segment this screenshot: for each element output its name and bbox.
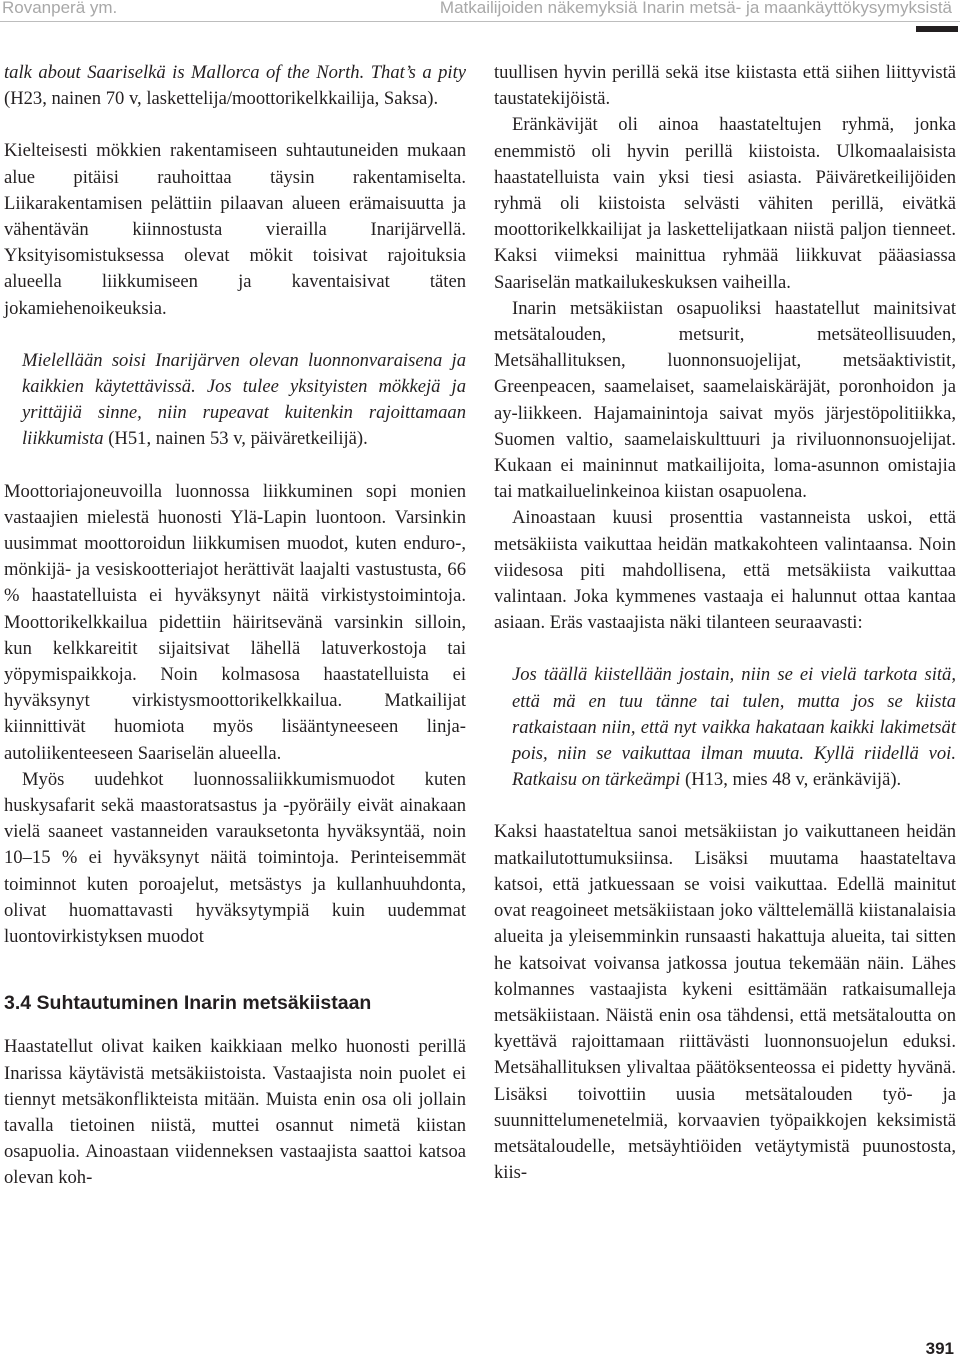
header-bar — [916, 26, 958, 32]
quote-text: talk about Saariselkä is Mallorca of the North. That’s a pity — [4, 62, 466, 83]
header-rule — [0, 21, 960, 22]
quote-attribution: (H13, mies 48 v, eränkävijä). — [680, 769, 902, 791]
section-heading: 3.4 Suhtautuminen Inarin metsäkiistaan — [4, 992, 372, 1015]
body-paragraph: Eränkävijät oli ainoa haastateltujen ryhmä, jonka enemmistö oli hyvin perillä kiistoista. Ulkomaalaisista haastatelluista vain yksi tiesi asiasta. Päiväretkeilijöiden ryhmä oli kiistoista selvästi vähiten perillä, eivätkä moottorikelkkailijat ja laskettelijatkaan niistä paljon tienneet. Kaksi viimeksi mainittua ryhmää liikkuvat pääasiassa Saariselän matkailukeskuksen vaiheilla. — [494, 114, 956, 293]
quote-paragraph-2 — [4, 348, 466, 453]
page-number: 391 — [925, 1339, 954, 1358]
quote-attribution: (H51, nainen 53 v, päiväretkeilijä). — [103, 428, 368, 450]
body-paragraph: Kaksi haastateltua sanoi metsäkiistan jo vaikuttaneen heidän matkailutottumuksiinsa. Lisäksi muutama haastateltava katsoi, että jatkuessaan se voisi vaikuttaa. Edellä mainitut ovat reagoineet metsäkiistaan joko välttelemällä kiistanalaisia alueita ja yleisemminkin runsaasti hakattuja alueita, tai sitten he katsoivat voivansa jatkossa joutua tekemään näin. Lähes kolmannes vastaajista kykeni esittämään ratkaisumalleja metsäkiistaan. Näistä enin osa tähdensi, että metsätaloutta on kyettävä rajoittamaan riittävästi luonnonsuojelun eduksi. Metsähallituksen ylivaltaa päätöksenteossa ei pidetty hyvänä. Lisäksi toivottiin uusia metsätalouden työ- ja suunnittelumenetelmiä, korvaavien työpaikkojen keksimistä metsätaloudelle, metsäyhtiöiden vetäytymistä puunostosta, kiis- — [494, 821, 956, 1184]
quote-text: Mielellään soisi Inarijärven olevan luonnonvaraisena ja kaikkien käytettävissä. Jos tulee yksityisten mökkejä ja yrittäjiä sinne, niin rupeavat kuitenkin rajoittamaan liikkumista — [22, 349, 466, 450]
body-paragraph: Ainoastaan kuusi prosenttia vastanneista uskoi, että metsäkiista vaikuttaa heidän matkakohteen valintaansa. Noin viidesosa piti mahdollisena, että metsäkiista vaikuttaa valintaan. Joka kymmenes vastaaja ei halunnut ottaa kantaa asiaan. Eräs vastaajista näki tilanteen seuraavasti: — [494, 507, 956, 634]
body-paragraph: Moottoriajoneuvoilla luonnossa liikkuminen sopi monien vastaajien mielestä huonosti Ylä-Lapin luontoon. Varsinkin uusimmat moottoroidun liikkumisen muodot, kuten enduro-, mönkijä- ja vesiskootteriajot herättivät laajalti vastustusta, 66 % haastatelluista ei hyväksynyt näitä virkistystoimintoja. Moottorikelkkailua pidettiin häiritsevänä varsinkin silloin, kun kelkkareitit sijaitsivat lähellä latuverkostoja tai yöpymispaikkoja. Noin kolmasosa haastatelluista ei hyväksynyt virkistysmoottorikelkkailua. Matkailijat kiinnittivät huomiota myös lisääntyneeseen linja-autoliikenteeseen Saariselän alueella. — [4, 480, 466, 764]
header-title: Matkailijoiden näkemyksiä Inarin metsä- ja maankäyttökysymyksistä — [439, 0, 952, 17]
left-column — [4, 60, 466, 1192]
header-authors: Rovanperä ym. — [2, 0, 118, 17]
quote-paragraph-1 — [4, 60, 466, 112]
body-paragraph: Myös uudehkot luonnossaliikkumismuodot kuten huskysafarit sekä maastoratsastus ja -pyöräily eivät ainakaan vielä saaneet vastanneiden varauksetonta hyväksyntää, noin 10–15 % ei hyväksynyt näitä toimintoja. Perinteisemmät toiminnot kuten poroajelut, metsästys ja kullanhuuhdonta, olivat huomattavasti hyväksytympiä kuin uudemmat luontovirkistyksen muodot — [4, 768, 466, 948]
right-column — [494, 60, 956, 1186]
body-paragraph: Kielteisesti mökkien rakentamiseen suhtautuneiden mukaan alue pitäisi rauhoittaa täysin rakentamiselta. Liikarakentamisen pelättiin pilaavan alueen erämaisuutta ja vähentävän kiinnostusta vierailla Inarijärvellä. Yksityisomistuksessa olevat mökit toisivat rajoituksia alueella liikkumiseen ja kaventaisivat täten jokamiehenoikeuksia. — [4, 140, 466, 319]
quote-paragraph-3 — [494, 662, 956, 793]
body-paragraph: Inarin metsäkiistan osapuoliksi haastatellut mainitsivat metsätalouden, metsurit, metsäteollisuuden, Metsähallituksen, luonnonsuojelijat, metsäaktivistit, Greenpeacen, saamelaiset, saamelaiskäräjät, poronhoidon ja ay-liikkeen. Hajamainintoja saivat myös järjestöpolitiikka, Suomen valtio, saamelaiskulttuuri ja riviluonnonsuojelijat. Kukaan ei maininnut matkailijoita, loma-asunnon omistajia tai matkailuelinkeinoa kiistan osapuolena. — [494, 297, 956, 503]
quote-attribution: (H23, nainen 70 v, laskettelija/moottorikelkkailija, Saksa). — [4, 88, 439, 110]
quote-text: Jos täällä kiistellään jostain, niin se ei vielä tarkota sitä, että mä en tuu tänne tai tulen, mutta jos se kiista ratkaistaan niin, että nyt vaikka hakataan kaikki lakimetsät pois, niin se vaikuttaa ilman muuta. Kyllä riidellä voi. Ratkaisu on tärkeämpi — [512, 664, 956, 791]
running-header — [0, 0, 960, 30]
body-paragraph: Haastatellut olivat kaiken kaikkiaan melko huonosti perillä Inarissa käytävistä metsäkiistoista. Vastaajista noin puolet ei tiennyt metsäkonflikteista mitään. Muista enin osa oli jollain tavalla tietoinen niistä, muttei osannut nimetä kiistan osapuolia. Ainoastaan viidenneksen vastaajista saattoi katsoa olevan koh- — [4, 1036, 466, 1189]
body-paragraph: tuullisen hyvin perillä sekä itse kiistasta että siihen liittyvistä taustatekijöistä. — [494, 62, 956, 110]
